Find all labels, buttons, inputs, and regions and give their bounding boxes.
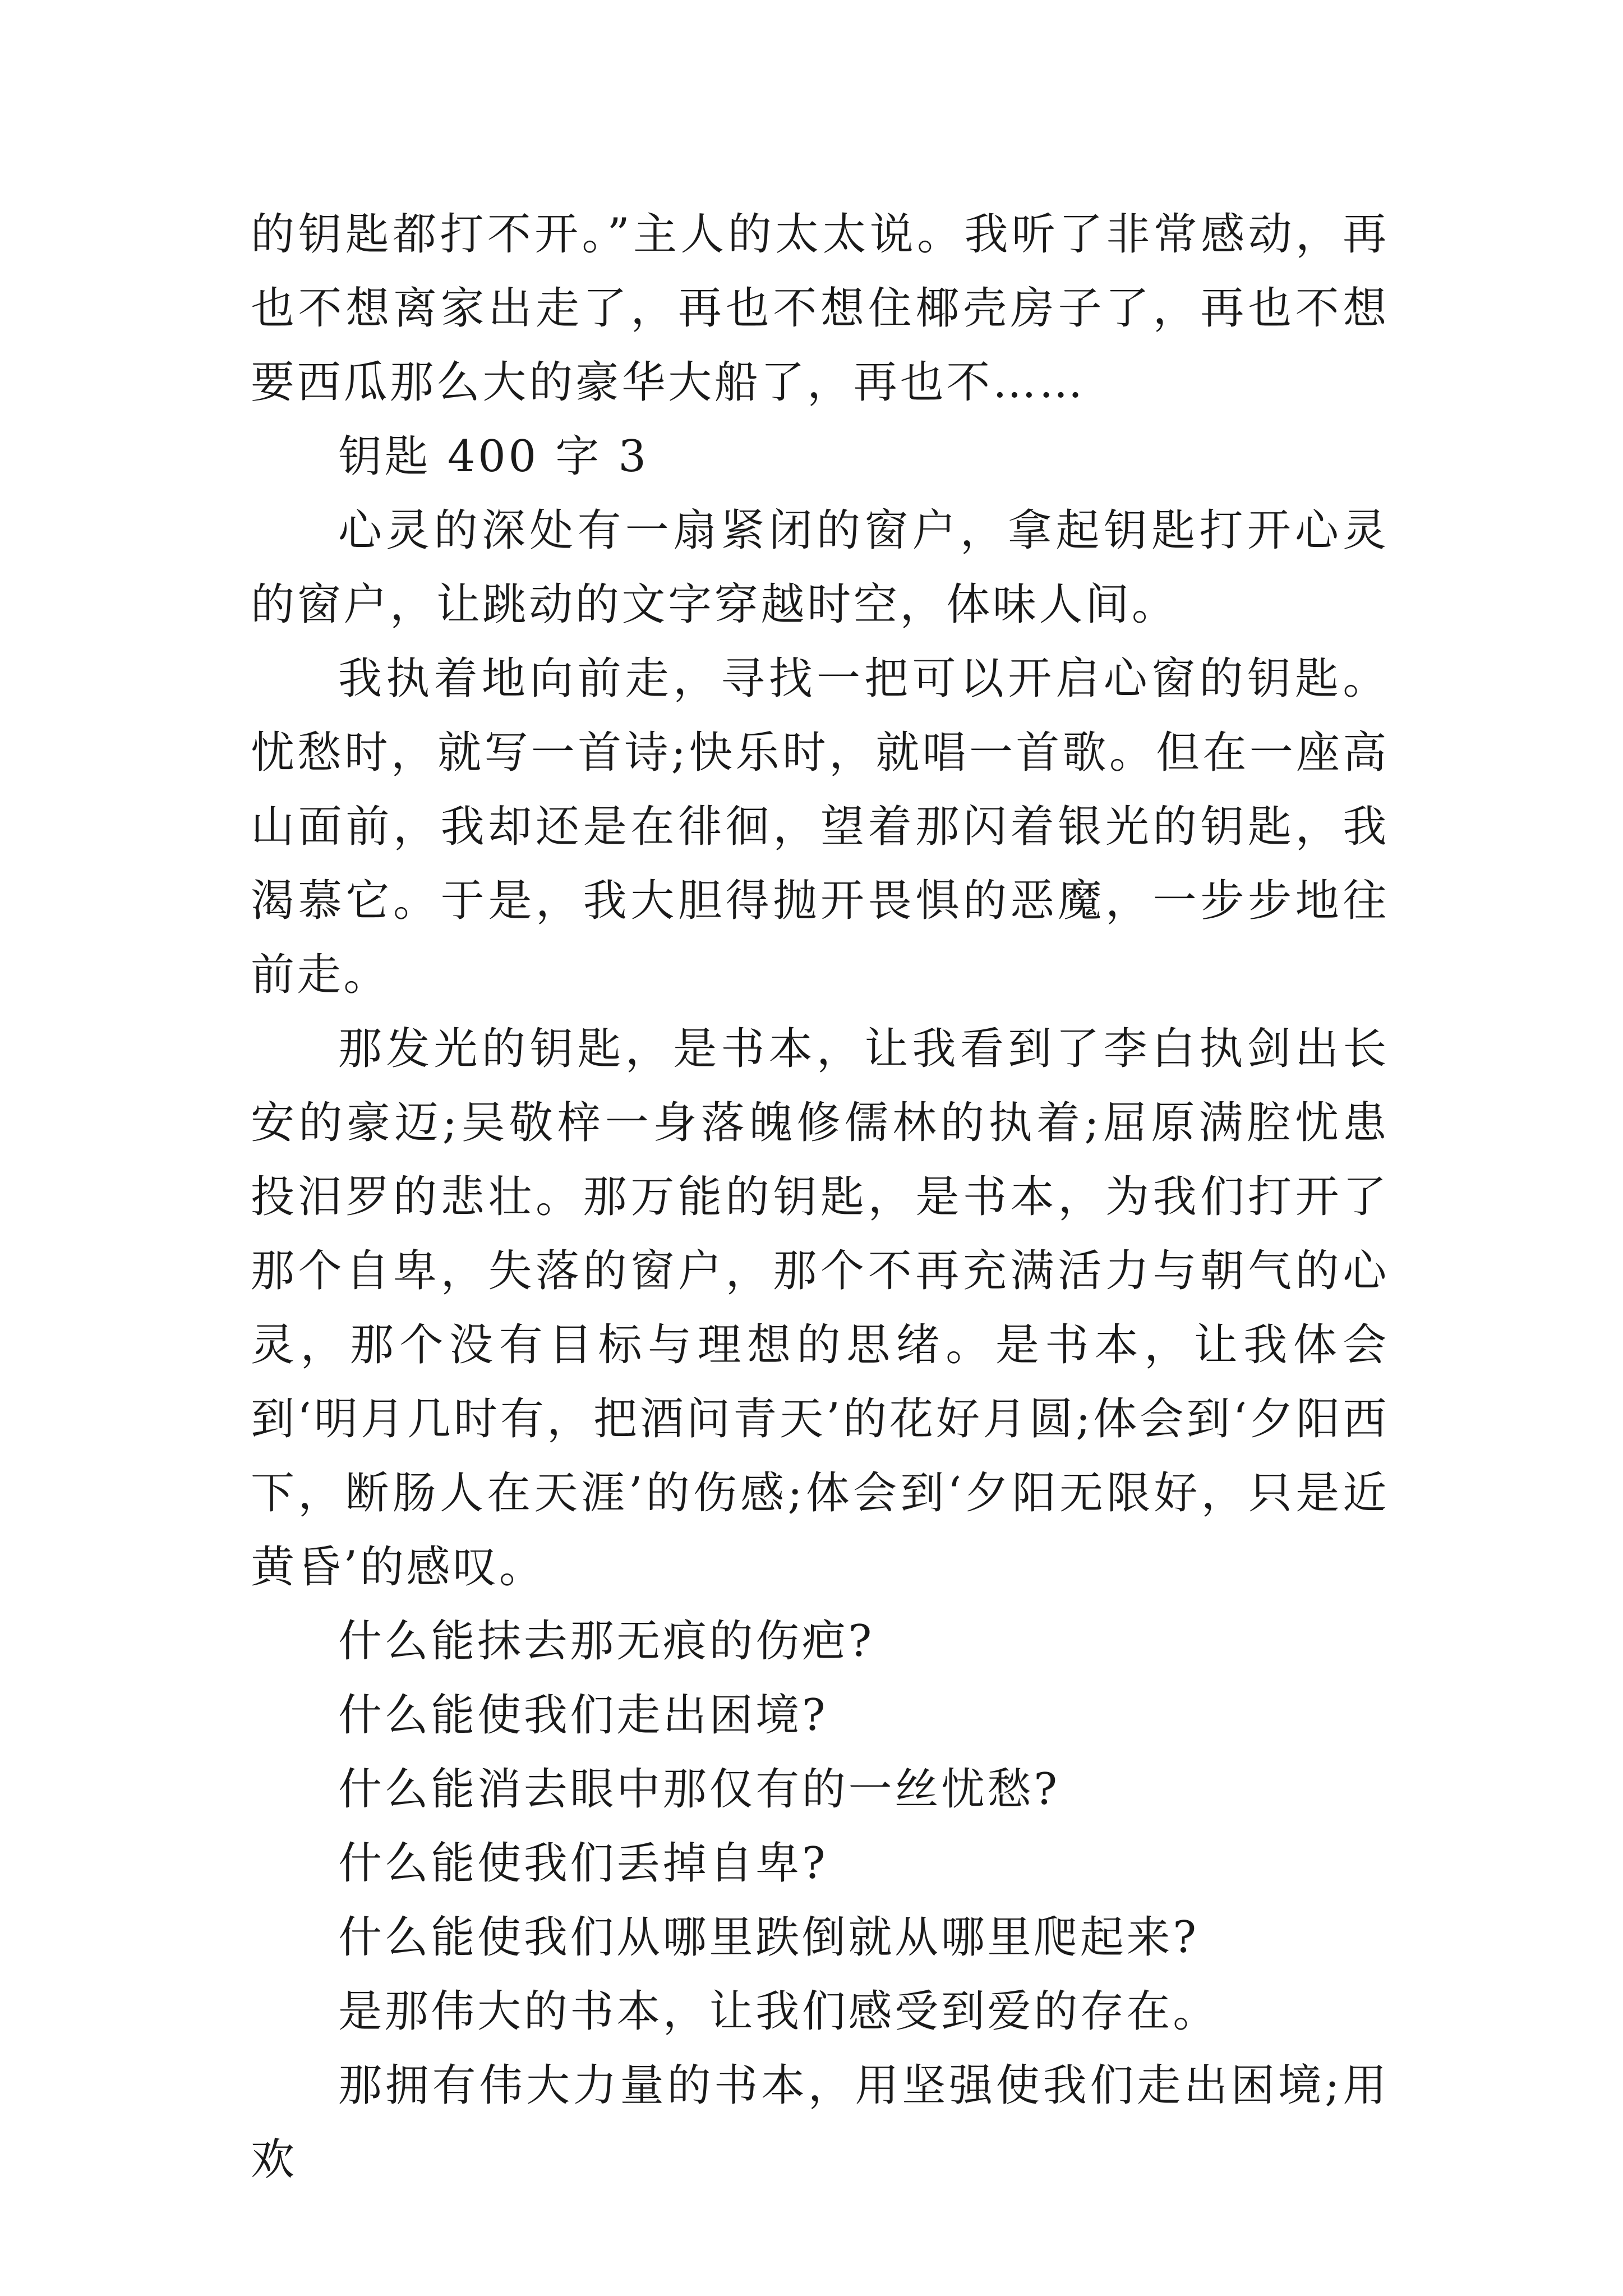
paragraph-question: 什么能抹去那无痕的伤疤?: [338, 1616, 874, 1667]
document-body: [251, 197, 1389, 2197]
paragraph: 那发光的钥匙，是书本，让我看到了李白执剑出长安的豪迈;吴敬梓一身落魄修儒林的执着;屈原满腔忧患投汨罗的悲壮。那万能的钥匙，是书本，为我们打开了那个自卑，失落的窗户，那个不再充满活力与朝气的心灵，那个没有目标与理想的思绪。是书本，让我体会到‘明月几时有，把酒问青天’的花好月圆;体会到‘夕阳西下，断肠人在天涯’的伤感;体会到‘夕阳无限好，只是近黄昏’的感叹。: [251, 1024, 1389, 1593]
paragraph-question: 什么能使我们走出困境?: [338, 1690, 828, 1741]
section-heading: 钥匙 400 字 3: [338, 431, 649, 482]
paragraph-continuation: 的钥匙都打不开。”主人的太太说。我听了非常感动，再也不想离家出走了，再也不想住椰壳房子了，再也不想要西瓜那么大的豪华大船了，再也不……: [251, 209, 1389, 408]
paragraph-question: 什么能消去眼中那仅有的一丝忧愁?: [338, 1764, 1060, 1815]
paragraph: 心灵的深处有一扇紧闭的窗户，拿起钥匙打开心灵的窗户，让跳动的文字穿越时空，体味人间。: [251, 505, 1389, 630]
paragraph: 是那伟大的书本，让我们感受到爱的存在。: [338, 1986, 1219, 2037]
paragraph: 那拥有伟大力量的书本，用坚强使我们走出困境;用欢: [251, 2060, 1389, 2185]
paragraph: 我执着地向前走，寻找一把可以开启心窗的钥匙。忧愁时，就写一首诗;快乐时，就唱一首歌。但在一座高山面前，我却还是在徘徊，望着那闪着银光的钥匙，我渴慕它。于是，我大胆得抛开畏惧的恶魔，一步步地往前走。: [251, 654, 1389, 1000]
paragraph-question: 什么能使我们从哪里跌倒就从哪里爬起来?: [338, 1912, 1199, 1963]
paragraph-question: 什么能使我们丢掉自卑?: [338, 1838, 828, 1889]
